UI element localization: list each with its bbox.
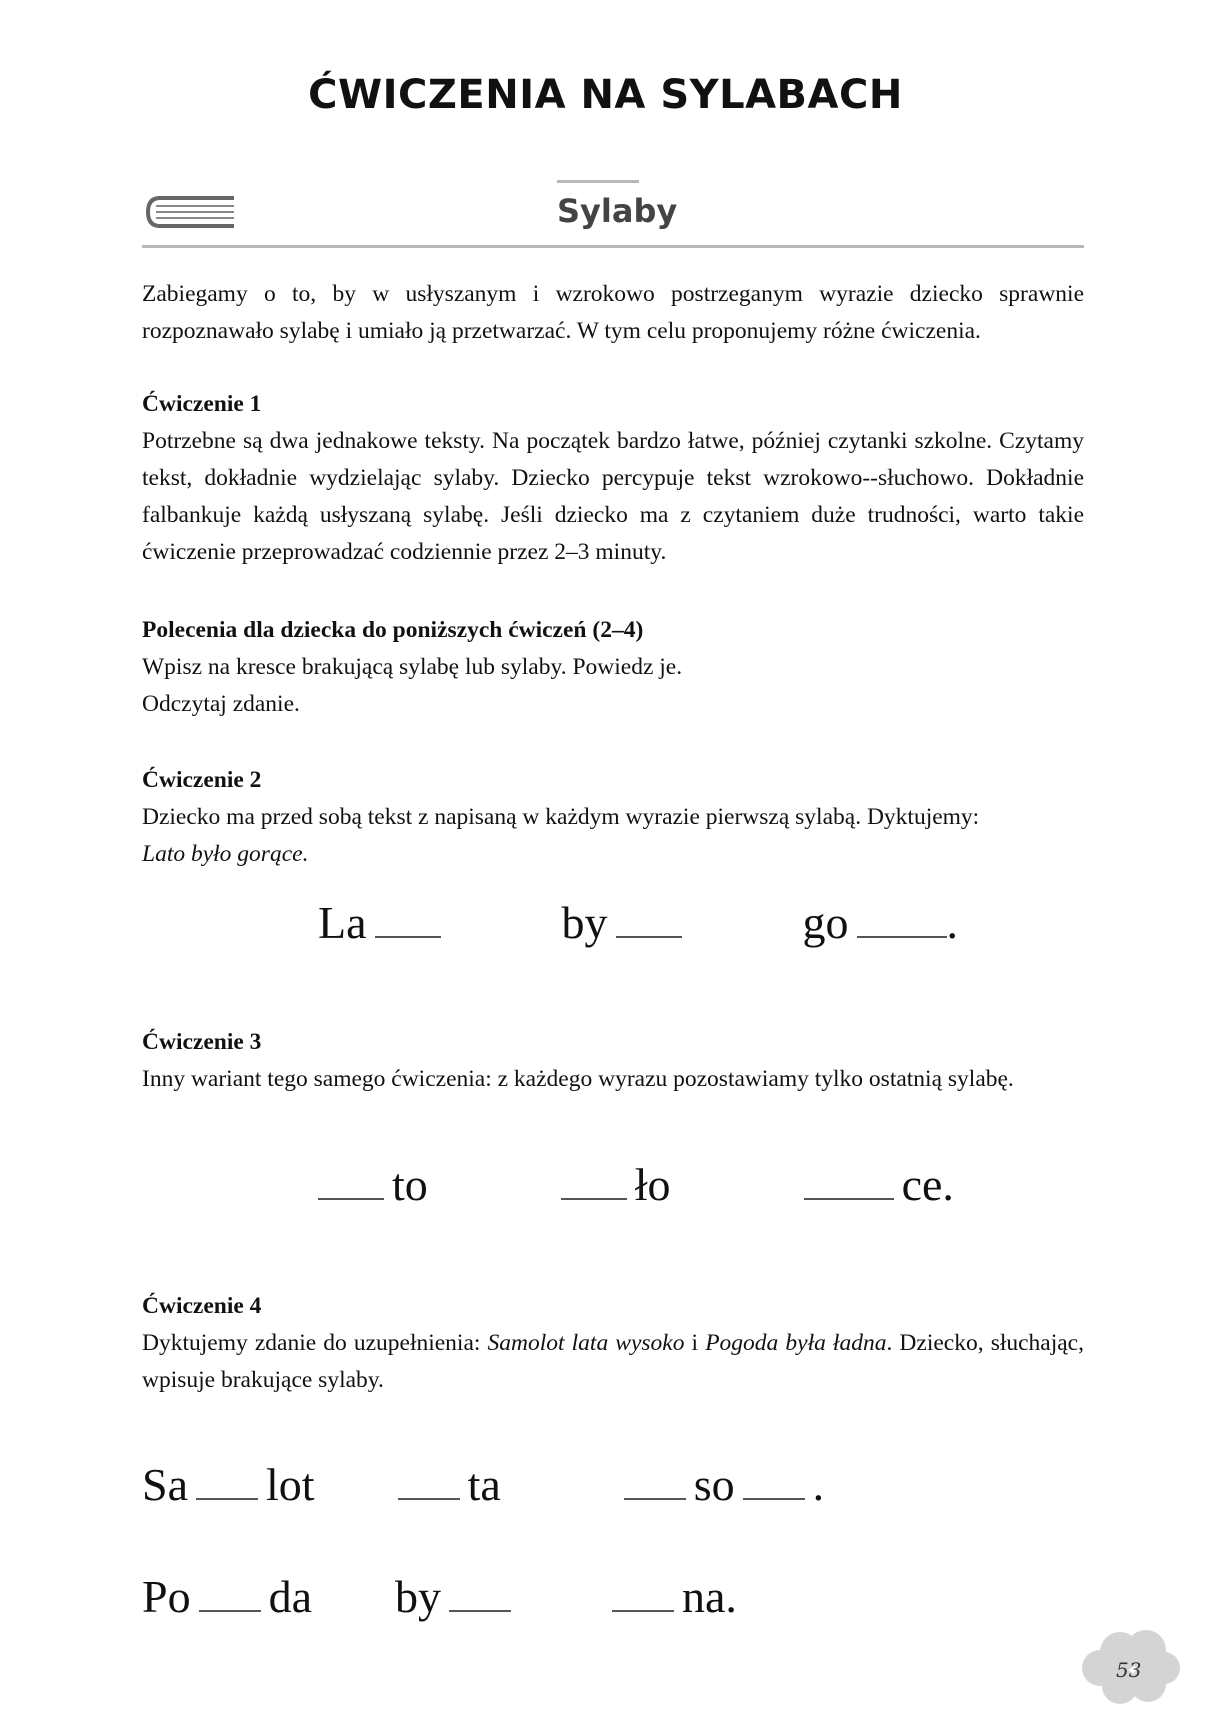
exercise-4-row-1	[142, 1458, 824, 1511]
instructions	[142, 612, 1084, 723]
blank-line[interactable]	[375, 936, 441, 938]
syllable: Sa	[142, 1459, 188, 1510]
exercise-2	[142, 762, 1084, 873]
blank-line[interactable]	[398, 1498, 460, 1500]
exercise-4-heading: Ćwiczenie 4	[142, 1293, 262, 1319]
blank-line[interactable]	[196, 1498, 258, 1500]
book-icon	[146, 194, 238, 230]
sentence-1: Samolot lata wysoko	[487, 1330, 685, 1356]
blank-line[interactable]	[857, 936, 947, 938]
intro-paragraph	[142, 276, 1084, 350]
page-number: 53	[1116, 1658, 1142, 1682]
blank-line[interactable]	[561, 1198, 627, 1200]
intro-text: Zabiegamy o to, by w usłyszanym i wzrokowo postrzeganym wyrazie dziecko sprawnie rozpoznawało sylabę i umiało ją przetwarzać. W tym celu proponujemy różne ćwiczenia.	[142, 281, 1084, 344]
syllable: go	[802, 897, 849, 948]
blank-line[interactable]	[612, 1610, 674, 1612]
blank-line[interactable]	[449, 1610, 511, 1612]
syllable: La	[318, 897, 367, 948]
exercise-4-row-2	[142, 1570, 737, 1623]
section-title: Sylaby	[557, 192, 678, 230]
syllable: ce.	[901, 1159, 954, 1210]
exercise-2-blanks	[318, 896, 958, 949]
syllable: Po	[142, 1571, 191, 1622]
syllable: ta	[467, 1459, 501, 1510]
section-bottom-rule	[142, 245, 1084, 248]
syllable: da	[268, 1571, 313, 1622]
section-top-rule	[557, 180, 639, 183]
text: . Dziecko, słuchając, wpisuje brakujące sylaby.	[142, 1330, 1084, 1393]
exercise-4-text	[142, 1325, 1084, 1399]
blank-line[interactable]	[199, 1610, 261, 1612]
page-title: ĆWICZENIA NA SYLABACH	[308, 72, 903, 118]
exercise-3-text: Inny wariant tego samego ćwiczenia: z każdego wyrazu pozostawiamy tylko ostatnią sylabę.	[142, 1066, 1014, 1092]
blank-line[interactable]	[624, 1498, 686, 1500]
syllable: by	[395, 1571, 442, 1622]
section-header	[142, 180, 1084, 248]
blank-line[interactable]	[804, 1198, 894, 1200]
syllable: lot	[266, 1459, 315, 1510]
exercise-3-heading: Ćwiczenie 3	[142, 1029, 262, 1055]
exercise-1-heading: Ćwiczenie 1	[142, 391, 262, 417]
sentence-2: Pogoda była ładna	[705, 1330, 887, 1356]
syllable: to	[392, 1159, 428, 1210]
exercise-3	[142, 1024, 1084, 1098]
exercise-1	[142, 386, 1084, 571]
syllable: so	[693, 1459, 735, 1510]
syllable: ło	[634, 1159, 671, 1210]
text: Dyktujemy zdanie do uzupełnienia:	[142, 1330, 488, 1356]
syllable: na.	[682, 1571, 737, 1622]
period: .	[946, 897, 959, 948]
syllable: by	[561, 897, 608, 948]
exercise-4	[142, 1288, 1084, 1399]
exercise-2-sentence: Lato było gorące.	[142, 841, 309, 867]
exercise-1-text: Potrzebne są dwa jednakowe teksty. Na początek bardzo łatwe, później czytanki szkolne. Czytamy tekst, dokładnie wydzielając sylaby. Dziecko percypuje tekst wzrokowo--słuchowo. Dokładnie falbankuje każdą usłyszaną sylabę. Jeśli dziecko ma z czytaniem duże trudności, warto takie ćwiczenie przeprowadzać codziennie przez 2–3 minuty.	[142, 428, 1084, 565]
instructions-line-1: Wpisz na kresce brakującą sylabę lub sylaby. Powiedz je.	[142, 654, 683, 680]
blank-line[interactable]	[743, 1498, 805, 1500]
exercise-3-blanks	[318, 1158, 954, 1211]
instructions-line-2: Odczytaj zdanie.	[142, 691, 300, 717]
blank-line[interactable]	[318, 1198, 384, 1200]
instructions-heading: Polecenia dla dziecka do poniższych ćwiczeń (2–4)	[142, 617, 644, 643]
exercise-2-text: Dziecko ma przed sobą tekst z napisaną w każdym wyrazie pierwszą sylabą. Dyktujemy:	[142, 804, 980, 830]
blank-line[interactable]	[616, 936, 682, 938]
text: i	[684, 1330, 706, 1356]
period: .	[812, 1459, 825, 1510]
exercise-2-heading: Ćwiczenie 2	[142, 767, 262, 793]
